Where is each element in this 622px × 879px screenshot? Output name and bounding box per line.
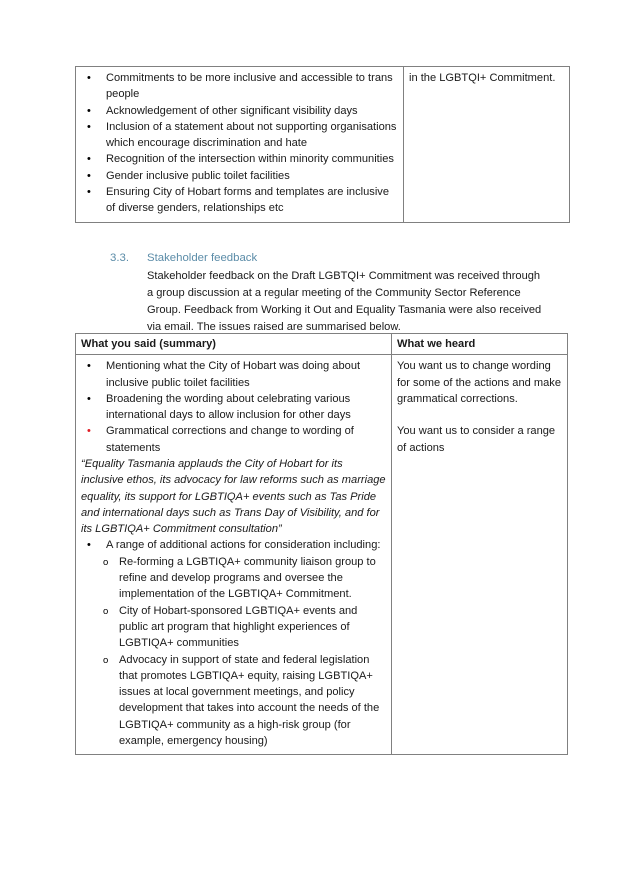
list-item [81,184,398,217]
list-item-text: Recognition of the intersection within minority communities [106,153,394,166]
list-item [81,554,386,603]
feedback-table [75,333,568,755]
list-item-text: City of Hobart-sponsored LGBTIQA+ events and public art program that highlight experiences of LGBTIQA+ communities [119,604,358,650]
bullet-icon: • [87,169,91,182]
list-item-text: A range of additional actions for consideration including: [106,539,381,552]
stakeholder-quote: “Equality Tasmania applauds the City of Hobart for its inclusive ethos, its advocacy for law reforms such as marriage equality, its support for LGBTIQA+ events such as Tas Pride and international days such as Trans Day of Visibility, and for its LGBTIQA+ Commitment consultation” [81,457,386,536]
bullet-icon: • [87,120,91,133]
bullet-icon: • [87,104,91,117]
commitment-note-cell [404,67,570,223]
bullet-icon: • [87,186,91,199]
list-item [81,119,398,152]
commitment-table [75,66,570,223]
list-item [81,168,398,184]
bullet-icon: • [87,153,91,166]
circle-bullet-icon: o [103,556,109,568]
list-item [81,423,386,456]
list-item-text: Acknowledgement of other significant visibility days [106,104,358,117]
feedback-additional-actions-list [81,537,386,553]
commitment-bullet-list [81,70,398,217]
list-item [81,151,398,167]
list-item [81,603,386,652]
feedback-sub-bullet-list [81,554,386,750]
list-item-text: Gender inclusive public toilet facilities [106,169,290,182]
list-item-text: Grammatical corrections and change to wording of statements [106,425,354,454]
commitment-note-text: in the LGBTQI+ Commitment. [409,72,556,84]
bullet-icon: • [87,392,91,405]
circle-bullet-icon: o [103,654,109,666]
table-row [76,67,570,223]
section-paragraph: Stakeholder feedback on the Draft LGBTQI+ Commitment was received through a group discussion at a regular meeting of the Community Sector Reference Group. Feedback from Working it Out and Equality Tasmania were also received via email. The issues raised are summarised below. [147,270,542,334]
list-item-text: Ensuring City of Hobart forms and templates are inclusive of diverse genders, relationships etc [106,186,390,215]
circle-bullet-icon: o [103,605,109,617]
list-item-text: Inclusion of a statement about not supporting organisations which encourage discrimination and hate [106,120,397,150]
section-title: Stakeholder feedback [147,252,258,264]
list-item-text: Re-forming a LGBTIQA+ community liaison group to refine and develop programs and oversee the implementation of the LGBTIQA+ Commitment. [119,555,376,601]
list-item [81,358,386,391]
bullet-icon-red: • [87,425,91,438]
column-header-what-you-said: What you said (summary) [76,334,392,355]
bullet-icon: • [87,539,91,552]
section-number: 3.3. [110,252,129,264]
heard-paragraph-1: You want us to change wording for some of the actions and make grammatical corrections. [397,360,562,406]
list-item-text: Commitments to be more inclusive and accessible to trans people [106,72,393,101]
list-item-text: Mentioning what the City of Hobart was doing about inclusive public toilet facilities [106,360,361,389]
table-row [76,355,568,755]
bullet-icon: • [87,360,91,373]
list-item [81,391,386,424]
heard-paragraph-2: You want us to consider a range of actions [397,425,556,454]
feedback-said-cell [76,355,392,755]
list-item [81,70,398,103]
table-header-row [76,334,568,355]
list-item [81,103,398,119]
list-item [81,652,386,750]
feedback-bullet-list [81,358,386,456]
list-item-text: Broadening the wording about celebrating various international days to allow inclusion for other days [106,392,351,422]
feedback-heard-cell [392,355,568,755]
bullet-icon: • [87,72,91,84]
list-item-text: Advocacy in support of state and federal legislation that promotes LGBTIQA+ equity, raising LGBTIQA+ issues at local government meetings, and policy development that takes into account the needs of the LGBTIQA+ community as a high-risk group (for example, emergency housing) [119,653,380,748]
column-header-what-we-heard: What we heard [392,334,568,355]
commitment-items-cell [76,67,404,223]
list-item [81,537,386,553]
section-heading [110,250,540,266]
